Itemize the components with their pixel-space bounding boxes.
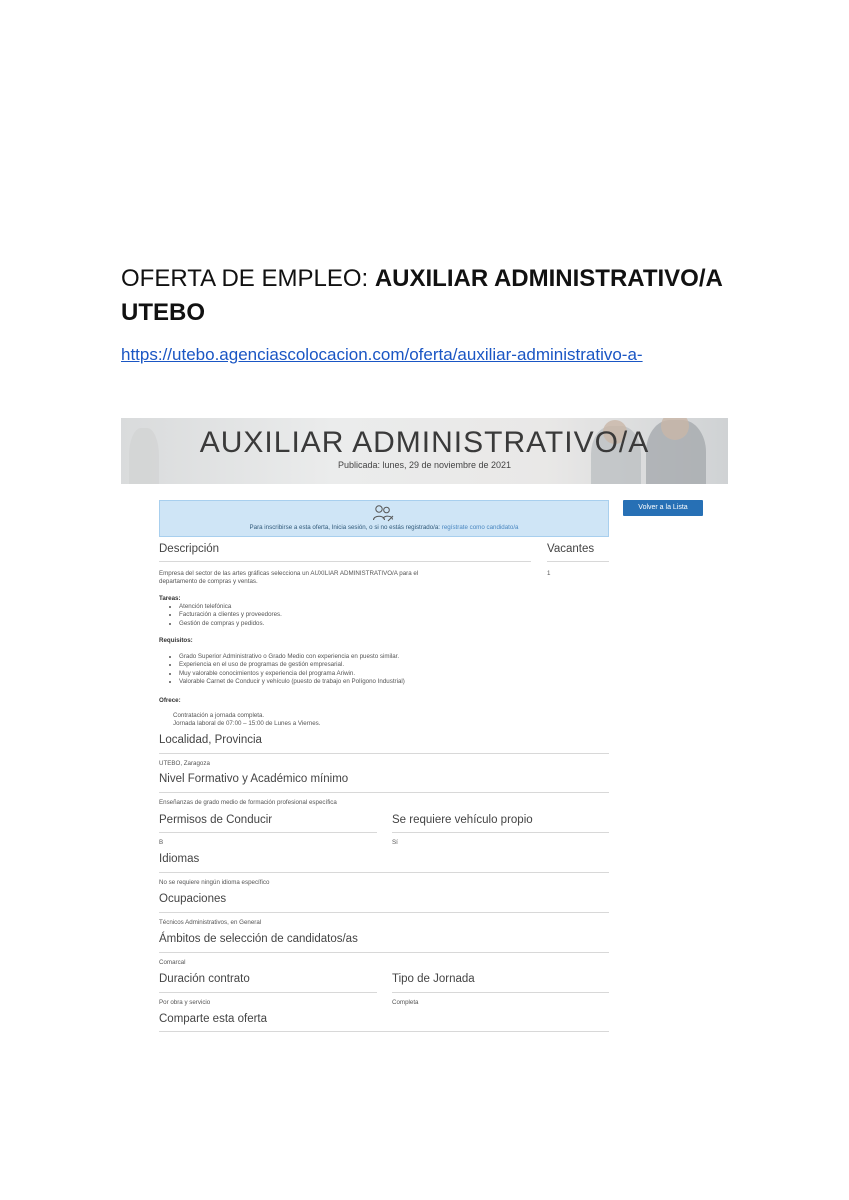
notice-message: Para inscribirse a esta oferta, Inicia sesión, o si no estás registrado/a: <box>249 524 441 531</box>
list-item: • Atención telefónica <box>179 603 282 611</box>
divider <box>159 561 531 562</box>
divider <box>392 992 609 993</box>
list-item: • Grado Superior Administrativo o Grado Medio con experiencia en puesto similar. <box>179 653 405 661</box>
license-title: Permisos de Conducir <box>159 814 273 826</box>
description-line: Empresa del sector de las artes gráficas selecciona un AUXILIAR ADMINISTRATIVO/A para el <box>159 570 419 577</box>
offer-banner <box>121 418 728 484</box>
education-value: Enseñanzas de grado medio de formación profesional específica <box>159 799 337 806</box>
divider <box>159 992 377 993</box>
description-title: Descripción <box>159 543 220 555</box>
scope-title: Ámbitos de selección de candidatos/as <box>159 933 358 945</box>
offers-line: Contratación a jornada completa. <box>173 712 265 719</box>
divider <box>159 1031 609 1032</box>
divider <box>159 912 609 913</box>
divider <box>159 952 609 953</box>
register-candidate-link[interactable]: regístrate como candidato/a <box>441 524 519 531</box>
languages-title: Idiomas <box>159 853 200 865</box>
published-date: Publicada: lunes, 29 de noviembre de 2021 <box>337 460 512 470</box>
divider <box>159 872 609 873</box>
list-item: • Gestión de compras y pedidos. <box>179 620 282 628</box>
divider <box>547 561 609 562</box>
location-title: Localidad, Provincia <box>159 734 262 746</box>
scope-value: Comarcal <box>159 959 186 966</box>
divider <box>392 832 609 833</box>
signup-notice <box>159 500 609 537</box>
education-title: Nivel Formativo y Académico mínimo <box>159 773 349 785</box>
list-item: • Muy valorable conocimientos y experiencia del programa Ariwin. <box>179 670 405 678</box>
offers-line: Jornada laboral de 07:00 – 15:00 de Lunes a Viernes. <box>173 720 321 727</box>
requirements-label: Requisitos: <box>159 637 193 644</box>
heading-job-title: AUXILIAR ADMINISTRATIVO/A <box>374 265 723 292</box>
languages-value: No se requiere ningún idioma específico <box>159 879 270 886</box>
duration-value: Por obra y servicio <box>159 999 211 1006</box>
tasks-list <box>159 603 282 628</box>
back-to-list-button[interactable]: Volver a la Lista <box>623 500 703 516</box>
description-line: departamento de compras y ventas. <box>159 578 258 585</box>
offers-label: Ofrece: <box>159 697 181 704</box>
list-item: • Experiencia en el uso de programas de gestión empresarial. <box>179 661 405 669</box>
license-value: B <box>159 839 164 846</box>
schedule-title: Tipo de Jornada <box>392 973 475 985</box>
divider <box>159 792 609 793</box>
location-value: UTEBO, Zaragoza <box>159 760 210 767</box>
divider <box>159 753 609 754</box>
schedule-value: Completa <box>392 999 419 1006</box>
vacancies-value: 1 <box>547 570 551 577</box>
vehicle-title: Se requiere vehículo propio <box>392 814 533 826</box>
divider <box>159 832 377 833</box>
offer-screenshot <box>121 418 728 1038</box>
document-heading <box>121 262 723 330</box>
duration-title: Duración contrato <box>159 973 250 985</box>
tasks-label: Tareas: <box>159 595 181 602</box>
list-item: • Facturación a clientes y proveedores. <box>179 611 282 619</box>
heading-prefix: OFERTA DE EMPLEO: <box>121 265 369 292</box>
list-item: • Valorable Carnet de Conducir y vehículo (puesto de trabajo en Polígono Industrial) <box>179 678 405 686</box>
vacancies-title: Vacantes <box>547 543 595 555</box>
share-title: Comparte esta oferta <box>159 1013 268 1025</box>
users-icon <box>372 504 394 522</box>
occupations-title: Ocupaciones <box>159 893 227 905</box>
requirements-list <box>159 653 405 687</box>
heading-place: UTEBO <box>121 299 205 326</box>
notice-text <box>160 524 608 531</box>
occupations-value: Técnicos Administrativos, en General <box>159 919 262 926</box>
offer-url-link[interactable]: https://utebo.agenciascolocacion.com/oferta/auxiliar-administrativo-a- <box>121 345 643 364</box>
vehicle-value: Sí <box>392 839 398 846</box>
banner-title: AUXILIAR ADMINISTRATIVO/A <box>199 426 650 459</box>
